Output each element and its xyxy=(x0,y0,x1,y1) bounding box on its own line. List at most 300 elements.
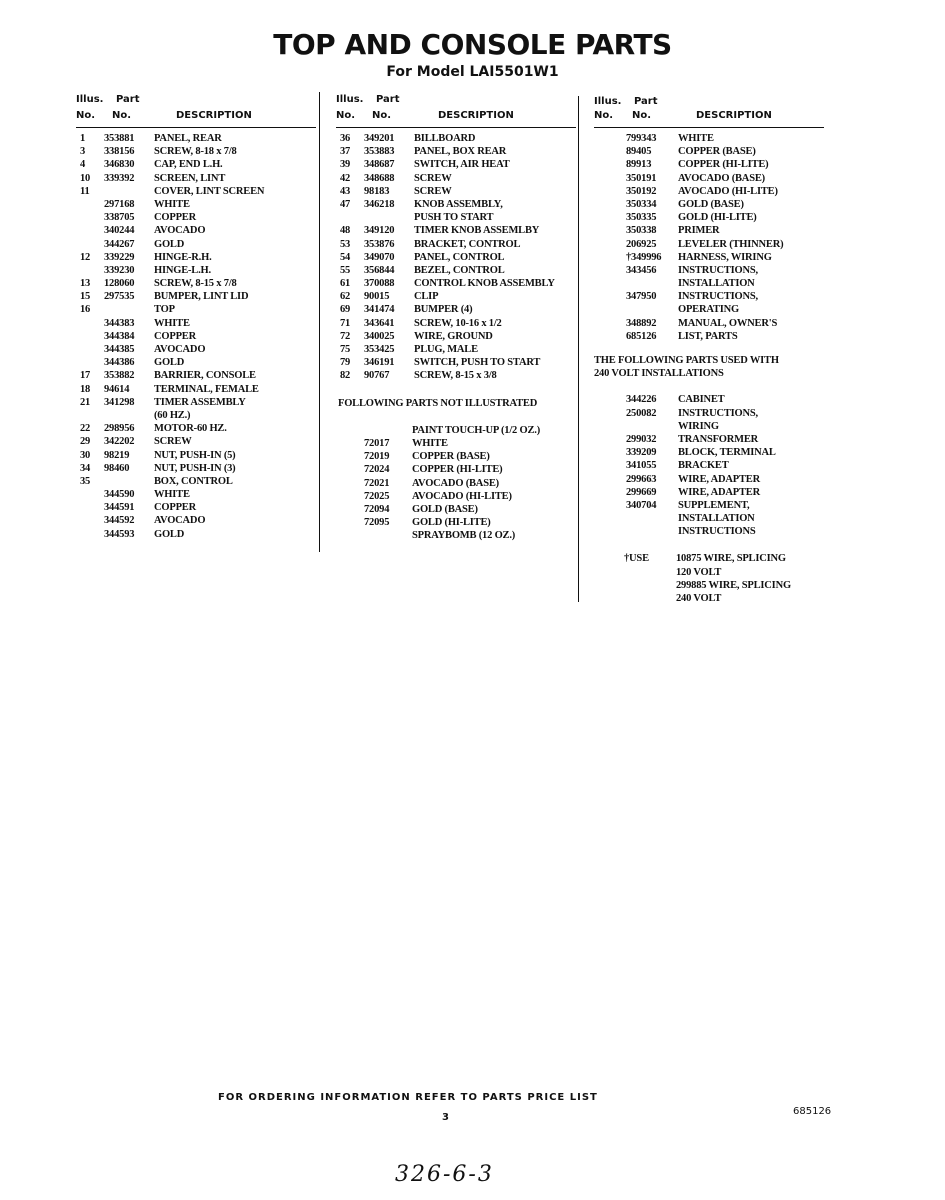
part-description: PANEL, BOX REAR xyxy=(414,146,507,158)
part-number: 72021 xyxy=(364,477,390,489)
part-description: HINGE-L.H. xyxy=(154,264,211,276)
part-description: NUT, PUSH-IN (5) xyxy=(154,449,236,461)
part-number: 350192 xyxy=(626,185,657,197)
part-number: 72024 xyxy=(364,464,390,476)
table-row xyxy=(594,198,824,211)
table-row xyxy=(76,330,316,343)
illus-number: 30 xyxy=(80,449,91,461)
part-number: 348892 xyxy=(626,317,657,329)
header-rule xyxy=(76,127,316,128)
table-row xyxy=(76,224,316,237)
illus-header: Illus. xyxy=(76,94,104,105)
illus-number: 72 xyxy=(340,330,351,342)
part-description: WHITE xyxy=(678,133,714,144)
table-row xyxy=(76,501,316,514)
part-number: 799343 xyxy=(626,133,657,144)
part-number: 299663 xyxy=(626,473,657,485)
table-row xyxy=(594,132,824,145)
part-number: 94614 xyxy=(104,383,130,395)
table-row xyxy=(336,516,576,529)
illus-number: 16 xyxy=(80,304,91,316)
part-no-header: No. xyxy=(372,110,392,121)
part-number: †349996 xyxy=(626,251,662,263)
part-description: WIRE, GROUND xyxy=(414,330,493,342)
part-description: BARRIER, CONSOLE xyxy=(154,370,256,382)
parts-column-1 xyxy=(76,92,316,541)
part-description: KNOB ASSEMBLY, xyxy=(414,198,503,210)
part-number: 344592 xyxy=(104,515,135,527)
table-row xyxy=(594,446,824,459)
part-description: AVOCADO (HI-LITE) xyxy=(412,490,512,502)
part-description: HARNESS, WIRING xyxy=(678,251,772,263)
part-number: 72094 xyxy=(364,503,390,515)
table-row xyxy=(336,198,576,211)
part-number: 349201 xyxy=(364,133,395,144)
part-number: 344386 xyxy=(104,357,135,369)
part-number: †USE xyxy=(624,553,649,565)
part-number: 89913 xyxy=(626,159,652,171)
part-number: 72095 xyxy=(364,517,390,529)
table-row xyxy=(76,396,316,409)
illus-number: 71 xyxy=(340,317,351,329)
column-header xyxy=(76,92,316,128)
part-description: BUMPER, LINT LID xyxy=(154,291,249,303)
part-description: AVOCADO (BASE) xyxy=(678,172,765,184)
column-header xyxy=(594,92,824,128)
part-number: 72019 xyxy=(364,451,390,463)
table-row xyxy=(594,499,824,512)
table-row xyxy=(76,145,316,158)
handwritten-note: 326-6-3 xyxy=(395,1162,494,1187)
part-number: 346830 xyxy=(104,159,135,171)
table-row xyxy=(336,238,576,251)
table-row xyxy=(336,503,576,516)
illus-number: 22 xyxy=(80,423,91,435)
part-description: SCREW xyxy=(154,436,192,448)
part-number: 340704 xyxy=(626,499,657,511)
part-number: 339230 xyxy=(104,264,135,276)
part-description: TRANSFORMER xyxy=(678,433,759,445)
part-number: 346191 xyxy=(364,357,395,369)
voltage-note-line-2: 240 VOLT INSTALLATIONS xyxy=(594,368,724,380)
part-description: AVOCADO (HI-LITE) xyxy=(678,185,778,197)
part-number: 356844 xyxy=(364,264,395,276)
part-description: AVOCADO xyxy=(154,344,206,355)
parts-list xyxy=(336,132,576,383)
table-row xyxy=(76,514,316,527)
part-number: 343641 xyxy=(364,317,395,329)
illus-no-header: No. xyxy=(76,110,96,121)
table-row xyxy=(336,463,576,476)
part-description: CLIP xyxy=(414,291,439,303)
table-row xyxy=(594,566,824,579)
part-header: Part xyxy=(634,96,658,107)
table-row xyxy=(76,409,316,422)
part-number: 344593 xyxy=(104,528,135,540)
illus-number: 34 xyxy=(80,462,91,474)
part-description: TOP xyxy=(154,304,175,316)
part-number: 72017 xyxy=(364,437,390,449)
table-row xyxy=(594,592,824,605)
part-description: PANEL, REAR xyxy=(154,133,222,144)
part-no-header: No. xyxy=(112,110,132,121)
table-row xyxy=(76,132,316,145)
table-row xyxy=(76,449,316,462)
illus-number: 82 xyxy=(340,370,351,382)
parts-list xyxy=(594,132,824,343)
part-description: INSTALLATION xyxy=(678,278,755,290)
part-number: 340025 xyxy=(364,330,395,342)
table-row xyxy=(76,277,316,290)
illus-number: 62 xyxy=(340,291,351,303)
table-row xyxy=(76,211,316,224)
part-description: NUT, PUSH-IN (3) xyxy=(154,462,236,474)
table-row xyxy=(76,303,316,316)
table-row xyxy=(76,462,316,475)
part-number: 344591 xyxy=(104,502,135,514)
part-description: MOTOR-60 HZ. xyxy=(154,423,227,435)
table-row xyxy=(76,172,316,185)
table-row xyxy=(336,343,576,356)
part-description: SCREW, 8-18 x 7/8 xyxy=(154,146,237,158)
table-row xyxy=(594,211,824,224)
table-row xyxy=(594,552,824,565)
part-number: 342202 xyxy=(104,436,135,448)
part-description: OPERATING xyxy=(678,304,740,316)
table-row xyxy=(76,317,316,330)
table-row xyxy=(76,158,316,171)
page-title: TOP AND CONSOLE PARTS xyxy=(273,28,672,61)
part-description: PLUG, MALE xyxy=(414,344,478,355)
description-header: DESCRIPTION xyxy=(438,110,514,121)
table-row xyxy=(594,512,824,525)
part-description: INSTRUCTIONS xyxy=(678,526,756,538)
part-number: 344590 xyxy=(104,489,135,501)
part-description: SWITCH, PUSH TO START xyxy=(414,357,541,369)
table-row xyxy=(76,343,316,356)
illus-number: 47 xyxy=(340,198,351,210)
part-description: WIRE, ADAPTER xyxy=(678,486,760,498)
illus-number: 4 xyxy=(80,159,86,171)
part-description: SCREW, 8-15 x 3/8 xyxy=(414,370,497,382)
table-row xyxy=(76,422,316,435)
table-row xyxy=(594,407,824,420)
part-description: TIMER ASSEMBLY xyxy=(154,396,246,408)
table-row xyxy=(336,317,576,330)
part-number: 347950 xyxy=(626,291,657,303)
table-row xyxy=(594,290,824,303)
part-description: BRACKET xyxy=(678,460,729,472)
part-description: GOLD (BASE) xyxy=(678,198,744,210)
part-number: 348687 xyxy=(364,159,395,171)
parts-column-2 xyxy=(336,92,576,542)
part-description: WIRE, ADAPTER xyxy=(678,473,760,485)
illus-number: 35 xyxy=(80,475,91,487)
part-number: 339229 xyxy=(104,251,135,263)
illus-number: 55 xyxy=(340,264,351,276)
part-number: 349070 xyxy=(364,251,395,263)
table-row xyxy=(336,158,576,171)
ordering-footer: FOR ORDERING INFORMATION REFER TO PARTS PRICE LIST xyxy=(218,1092,598,1103)
part-description: PAINT TOUCH-UP (1/2 OZ.) xyxy=(412,424,541,436)
illus-header: Illus. xyxy=(336,94,364,105)
illus-header: Illus. xyxy=(594,96,622,107)
table-row xyxy=(76,290,316,303)
part-number: 353881 xyxy=(104,133,135,144)
part-description: COPPER (BASE) xyxy=(678,146,756,158)
illus-number: 13 xyxy=(80,278,91,290)
part-number: 297168 xyxy=(104,198,135,210)
part-number: 98183 xyxy=(364,185,390,197)
part-description: MANUAL, OWNER'S xyxy=(678,317,778,329)
table-row xyxy=(76,264,316,277)
description-header: DESCRIPTION xyxy=(176,110,252,121)
part-description: GOLD xyxy=(154,528,185,540)
table-row xyxy=(594,330,824,343)
illus-number: 42 xyxy=(340,172,351,184)
part-description: HINGE-R.H. xyxy=(154,251,212,263)
part-number: 338705 xyxy=(104,212,135,224)
part-no-header: No. xyxy=(632,110,652,121)
illus-no-header: No. xyxy=(594,110,614,121)
table-row xyxy=(336,450,576,463)
document-number: 685126 xyxy=(793,1106,832,1117)
part-number: 341055 xyxy=(626,460,657,472)
part-description: BLOCK, TERMINAL xyxy=(678,447,776,459)
table-row xyxy=(336,277,576,290)
header-rule xyxy=(336,127,576,128)
part-number: 348688 xyxy=(364,172,395,184)
part-description: PUSH TO START xyxy=(414,212,494,224)
table-row xyxy=(336,224,576,237)
part-description: SPRAYBOMB (12 OZ.) xyxy=(412,530,516,542)
illus-number: 15 xyxy=(80,291,91,303)
part-description: BRACKET, CONTROL xyxy=(414,238,521,250)
part-description: WHITE xyxy=(412,437,448,449)
illus-number: 43 xyxy=(340,185,351,197)
part-number: 299032 xyxy=(626,433,657,445)
part-number: 206925 xyxy=(626,238,657,250)
illus-number: 11 xyxy=(80,185,90,197)
part-description: WHITE xyxy=(154,489,190,501)
part-number: 98460 xyxy=(104,462,130,474)
part-description: INSTRUCTIONS, xyxy=(678,291,758,303)
table-row xyxy=(76,251,316,264)
table-row xyxy=(594,172,824,185)
table-row xyxy=(594,433,824,446)
table-row xyxy=(76,185,316,198)
part-description: CABINET xyxy=(678,394,725,406)
part-description: COPPER xyxy=(154,212,196,224)
part-description: WHITE xyxy=(154,198,190,210)
not-illustrated-note: FOLLOWING PARTS NOT ILLUSTRATED xyxy=(338,397,538,409)
table-row xyxy=(336,356,576,369)
illus-number: 1 xyxy=(80,133,86,144)
part-description: 120 VOLT xyxy=(676,566,722,578)
part-number: 343456 xyxy=(626,264,657,276)
table-row xyxy=(336,303,576,316)
illus-number: 18 xyxy=(80,383,91,395)
part-number: 353425 xyxy=(364,344,395,355)
part-number: 90767 xyxy=(364,370,390,382)
part-number: 350335 xyxy=(626,212,657,224)
part-description: TIMER KNOB ASSEMLBY xyxy=(414,225,540,237)
part-description: GOLD (HI-LITE) xyxy=(678,212,757,224)
splicing-note-list xyxy=(594,552,824,605)
part-description: AVOCADO (BASE) xyxy=(412,477,499,489)
part-description: 10875 WIRE, SPLICING xyxy=(676,553,786,565)
part-description: COPPER xyxy=(154,502,196,514)
table-row xyxy=(594,393,824,406)
part-description: COPPER (BASE) xyxy=(412,451,490,463)
table-row xyxy=(76,488,316,501)
part-header: Part xyxy=(376,94,400,105)
table-row xyxy=(594,264,824,277)
table-row xyxy=(594,238,824,251)
part-number: 340244 xyxy=(104,225,135,237)
part-number: 90015 xyxy=(364,291,390,303)
illus-number: 54 xyxy=(340,251,351,263)
part-description: 299885 WIRE, SPLICING xyxy=(676,579,791,591)
illus-number: 37 xyxy=(340,146,351,158)
part-number: 341298 xyxy=(104,396,135,408)
illus-number: 17 xyxy=(80,370,91,382)
part-number: 344226 xyxy=(626,394,657,406)
part-description: (60 HZ.) xyxy=(154,409,191,421)
table-row xyxy=(336,529,576,542)
illus-number: 12 xyxy=(80,251,91,263)
part-number: 72025 xyxy=(364,490,390,502)
illus-number: 75 xyxy=(340,344,351,355)
illus-number: 69 xyxy=(340,304,351,316)
table-row xyxy=(594,317,824,330)
illus-number: 39 xyxy=(340,159,351,171)
illus-number: 3 xyxy=(80,146,86,158)
part-description: INSTALLATION xyxy=(678,513,755,525)
part-description: TERMINAL, FEMALE xyxy=(154,383,259,395)
part-number: 350334 xyxy=(626,198,657,210)
part-number: 685126 xyxy=(626,330,657,342)
part-number: 346218 xyxy=(364,198,395,210)
part-description: BEZEL, CONTROL xyxy=(414,264,505,276)
table-row xyxy=(594,473,824,486)
part-number: 299669 xyxy=(626,486,657,498)
part-description: SWITCH, AIR HEAT xyxy=(414,159,510,171)
illus-number: 79 xyxy=(340,357,351,369)
table-row xyxy=(336,132,576,145)
table-row xyxy=(594,459,824,472)
part-description: SCREEN, LINT xyxy=(154,172,226,184)
part-number: 339392 xyxy=(104,172,135,184)
illus-number: 29 xyxy=(80,436,91,448)
table-row xyxy=(76,238,316,251)
illus-number: 48 xyxy=(340,225,351,237)
part-description: INSTRUCTIONS, xyxy=(678,407,758,419)
table-row xyxy=(594,303,824,316)
table-row xyxy=(336,369,576,382)
table-row xyxy=(76,198,316,211)
table-row xyxy=(594,158,824,171)
part-description: COVER, LINT SCREEN xyxy=(154,185,265,197)
part-description: GOLD xyxy=(154,238,185,250)
table-row xyxy=(76,528,316,541)
table-row xyxy=(76,475,316,488)
part-description: LEVELER (THINNER) xyxy=(678,238,784,250)
part-number: 128060 xyxy=(104,278,135,290)
part-number: 250082 xyxy=(626,407,657,419)
parts-list xyxy=(76,132,316,541)
column-header xyxy=(336,92,576,128)
part-header: Part xyxy=(116,94,140,105)
part-description: GOLD xyxy=(154,357,185,369)
illus-number: 36 xyxy=(340,133,351,144)
part-description: GOLD (HI-LITE) xyxy=(412,517,491,529)
column-divider xyxy=(578,96,579,602)
part-number: 89405 xyxy=(626,146,652,158)
part-number: 344384 xyxy=(104,330,135,342)
part-number: 344383 xyxy=(104,317,135,329)
table-row xyxy=(336,437,576,450)
part-number: 353883 xyxy=(364,146,395,158)
part-number: 353876 xyxy=(364,238,395,250)
part-description: LIST, PARTS xyxy=(678,330,738,342)
part-number: 344267 xyxy=(104,238,135,250)
description-header: DESCRIPTION xyxy=(696,110,772,121)
part-description: COPPER xyxy=(154,330,196,342)
table-row xyxy=(336,330,576,343)
table-row xyxy=(336,424,576,437)
part-description: AVOCADO xyxy=(154,225,206,237)
part-number: 339209 xyxy=(626,447,657,459)
table-row xyxy=(594,251,824,264)
table-row xyxy=(76,369,316,382)
column-divider xyxy=(319,92,320,552)
part-number: 370088 xyxy=(364,278,395,290)
table-row xyxy=(594,486,824,499)
paint-parts-list xyxy=(336,424,576,543)
part-description: GOLD (BASE) xyxy=(412,503,478,515)
table-row xyxy=(594,277,824,290)
part-number: 298956 xyxy=(104,423,135,435)
part-number: 344385 xyxy=(104,344,135,355)
part-description: BUMPER (4) xyxy=(414,304,473,316)
header-rule xyxy=(594,127,824,128)
table-row xyxy=(336,251,576,264)
parts-column-3 xyxy=(594,92,824,605)
table-row xyxy=(76,383,316,396)
part-description: SCREW, 8-15 x 7/8 xyxy=(154,278,237,290)
page-number: 3 xyxy=(442,1112,449,1123)
illus-number: 21 xyxy=(80,396,91,408)
illus-number: 53 xyxy=(340,238,351,250)
table-row xyxy=(594,579,824,592)
part-description: SUPPLEMENT, xyxy=(678,499,750,511)
part-description: BILLBOARD xyxy=(414,133,476,144)
part-description: PRIMER xyxy=(678,225,720,237)
part-description: SCREW xyxy=(414,185,452,197)
voltage-parts-list xyxy=(594,393,824,538)
part-description: CONTROL KNOB ASSEMBLY xyxy=(414,278,555,290)
part-number: 338156 xyxy=(104,146,135,158)
part-description: 240 VOLT xyxy=(676,593,722,605)
part-number: 349120 xyxy=(364,225,395,237)
table-row xyxy=(76,356,316,369)
table-row xyxy=(76,435,316,448)
part-description: INSTRUCTIONS, xyxy=(678,264,758,276)
part-number: 98219 xyxy=(104,449,130,461)
illus-no-header: No. xyxy=(336,110,356,121)
part-description: BOX, CONTROL xyxy=(154,475,233,487)
